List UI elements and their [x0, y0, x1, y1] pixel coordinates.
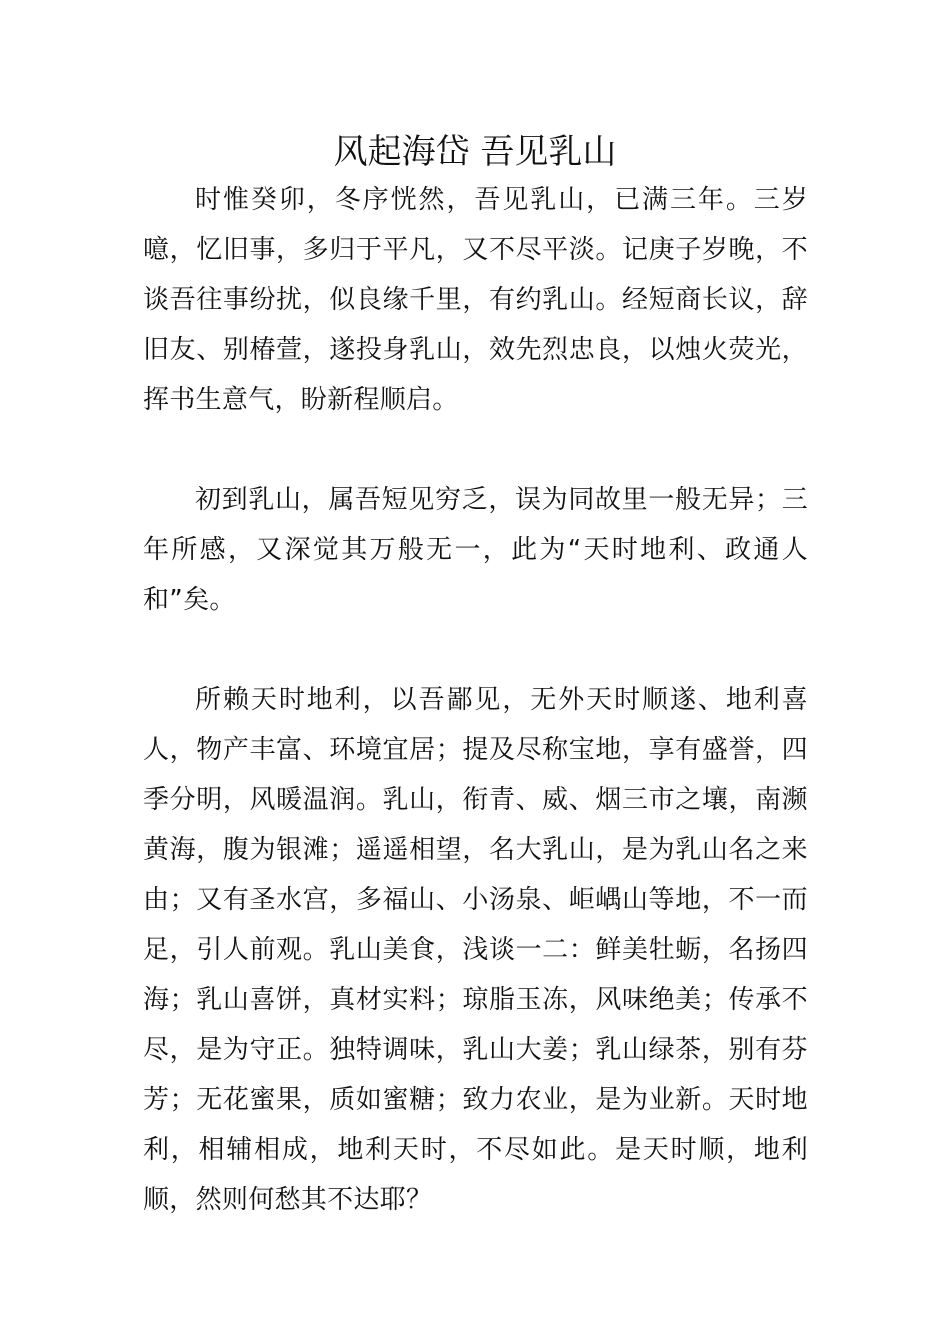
paragraph-1: 时惟癸卯，冬序恍然，吾见乳山，已满三年。三岁噫，忆旧事，多归于平凡，又不尽平淡。记庚子岁晚，不谈吾往事纷扰，似良缘千里，有约乳山。经短商长议，辞旧友、别椿萱，遂投身乳山，效先烈忠良，以烛火荧光，挥书生意气，盼新程顺启。 [143, 185, 808, 415]
document-title: 风起海岱 吾见乳山 [333, 132, 617, 172]
paragraph-2: 初到乳山，属吾短见穷乏，误为同故里一般无异；三年所感，又深觉其万般无一，此为“天时地利、政通人和”矣。 [143, 485, 808, 615]
paragraph-3: 所赖天时地利，以吾鄙见，无外天时顺遂、地利喜人，物产丰富、环境宜居；提及尽称宝地，享有盛誉，四季分明，风暖温润。乳山，衔青、威、烟三市之壤，南濒黄海，腹为银滩；遥遥相望，名大乳山，是为乳山名之来由；又有圣水宫，多福山、小汤泉、岠嵎山等地，不一而足，引人前观。乳山美食，浅谈一二：鲜美牡蛎，名扬四海；乳山喜饼，真材实料；琼脂玉冻，风味绝美；传承不尽，是为守正。独特调味，乳山大姜；乳山绿茶，别有芬芳；无花蜜果，质如蜜糖；致力农业，是为业新。天时地利，相辅相成，地利天时，不尽如此。是天时顺，地利顺，然则何愁其不达耶？ [143, 685, 808, 1215]
